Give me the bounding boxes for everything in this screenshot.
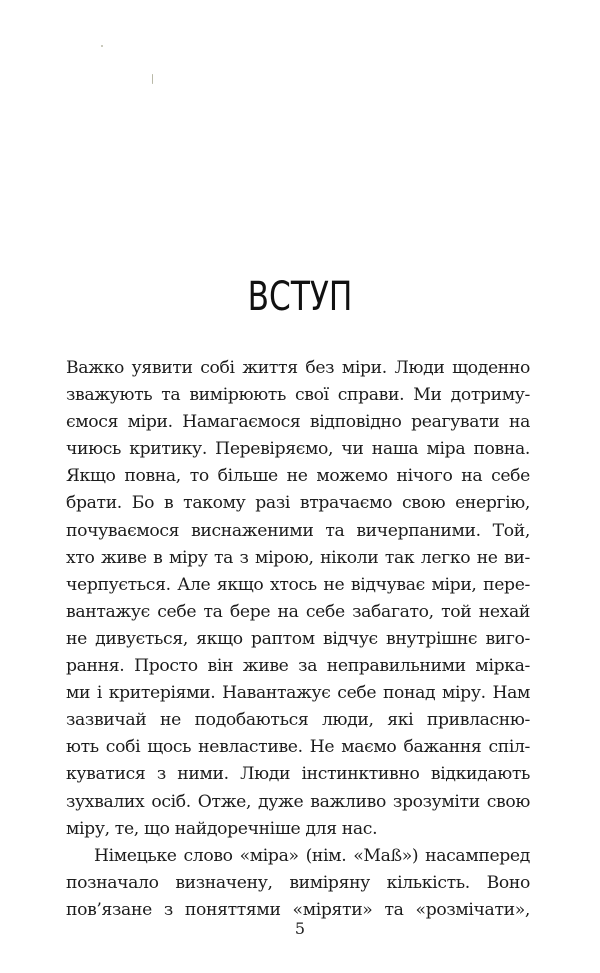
scan-speck xyxy=(152,74,153,84)
text-line: не дивується, якщо раптом відчує внутрішнє виго- xyxy=(66,628,530,649)
text-line: ють собі щось невластиве. Не маємо бажання спіл- xyxy=(66,737,530,758)
text-line: почуваємося виснаженими та вичерпаними. Той, xyxy=(66,520,530,541)
text-line: ми і критеріями. Навантажує себе понад міру. Нам xyxy=(66,683,530,704)
text-line: хто живе в міру та з мірою, ніколи так легко не ви- xyxy=(66,547,530,568)
scan-speck xyxy=(101,45,103,47)
chapter-title: ВСТУП xyxy=(247,273,353,320)
text-line: чиюсь критику. Перевіряємо, чи наша міра повна. xyxy=(66,439,530,460)
text-line: Німецьке слово «міра» (нім. «Maß») насамперед xyxy=(94,845,530,866)
text-line: рання. Просто він живе за неправильними мірка- xyxy=(66,656,530,677)
text-line: Важко уявити собі життя без міри. Люди щоденно xyxy=(66,358,530,378)
body-text xyxy=(66,355,530,924)
text-line: куватися з ними. Люди інстинктивно відкидають xyxy=(66,764,530,785)
text-line: ємося міри. Намагаємося відповідно реагувати на xyxy=(66,412,530,433)
text-line: пов’язане з поняттями «міряти» та «розмічати», xyxy=(66,899,530,920)
text-line: зважують та вимірюють свої справи. Ми дотриму- xyxy=(66,385,530,406)
text-line: зухвалих осіб. Отже, дуже важливо зрозуміти свою xyxy=(66,791,530,812)
page-number: 5 xyxy=(294,919,306,938)
text-line: брати. Бо в такому разі втрачаємо свою енергію, xyxy=(66,493,530,514)
text-line: вантажує себе та бере на себе забагато, той нехай xyxy=(66,601,530,622)
text-line: міру, те, що найдоречніше для нас. xyxy=(66,818,378,839)
text-line: позначало визначену, виміряну кількість. Воно xyxy=(66,872,530,893)
text-line: Якщо повна, то більше не можемо нічого на себе xyxy=(66,466,530,487)
text-line: черпується. Але якщо хтось не відчуває міри, пере- xyxy=(66,574,530,595)
text-line: зазвичай не подобаються люди, які привласню- xyxy=(66,710,530,731)
